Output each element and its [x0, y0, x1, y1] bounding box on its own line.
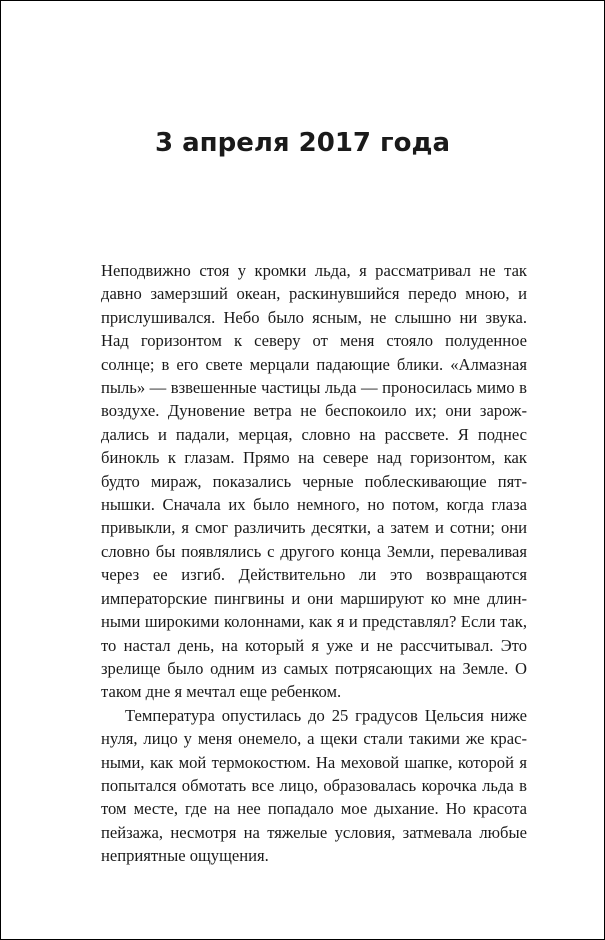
paragraph: Температура опустилась до 25 градусов Цельсия ниже нуля, лицо у меня онемело, а щеки стали такими же красными, как мой термокостюм. На меховой шапке, которой я попытался обмотать все лицо, образовалась корочка льда в том месте, где на нее попадало мое дыхание. Но красота пейзажа, несмотря на тяжелые условия, затмевала любые неприятные ощущения.	[101, 705, 527, 866]
chapter-body	[101, 259, 527, 868]
paragraph: Неподвижно стоя у кромки льда, я рассматривал не так давно замерзший океан, раскинувшийся передо мною, и прислушивался. Небо было ясным, не слышно ни звука. Над горизонтом к северу от меня стояло полуденное солнце; в его свете мерцали падающие блики. «Алмазная пыль» — взвешенные частицы льда — проносилась мимо в воздухе. Дуновение ветра не беспокоило их; они зарождались и падали, мерцая, словно на рассвете. Я поднес бинокль к глазам. Прямо на севере над горизонтом, как будто мираж, показались черные поблескивающие пятнышки. Сначала их было немного, но потом, когда глаза привыкли, я смог различить десятки, а затем и сотни; они словно бы появлялись с другого конца Земли, переваливая через ее изгиб. Действительно ли это возвращаются императорские пингвины и они маршируют ко мне длинными широкими колоннами, как я и представлял? Если так, то настал день, на который я уже и не рассчитывал. Это зрелище было одним из самых потрясающих на Земле. О таком дне я мечтал еще ребенком.	[101, 261, 527, 702]
chapter-title: 3 апреля 2017 года	[154, 128, 451, 158]
